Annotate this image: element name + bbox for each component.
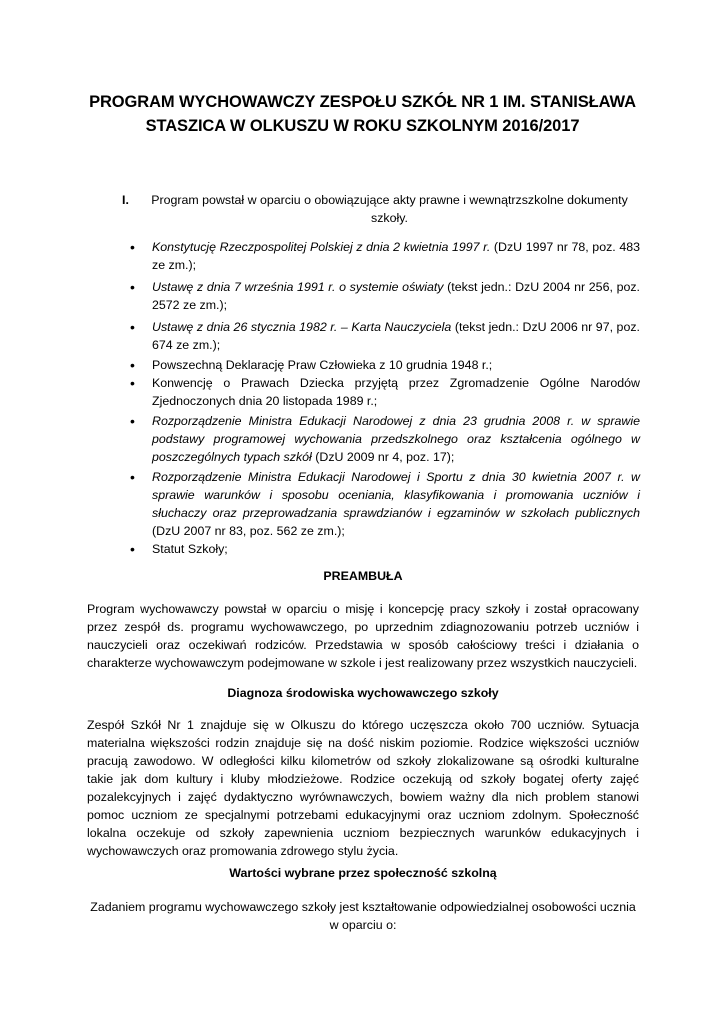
preambula-heading: PREAMBUŁA — [323, 569, 403, 583]
act-reference: Powszechną Deklarację Praw Człowieka z 10 grudnia 1948 r.; — [152, 358, 493, 372]
act-reference: Konwencję o Prawach Dziecka przyjętą przez Zgromadzenie Ogólne Narodów Zjednoczonych dnia 20 listopada 1989 r.; — [152, 376, 640, 408]
preambula-text: Program wychowawczy powstał w oparciu o misję i koncepcję pracy szkoły i został opracowany przez zespół ds. programu wychowawczego, po uprzednim zdiagnozowaniu potrzeb uczniów i nauczycieli oraz oczekiwań rodziców. Przedstawia w sposób całościowy treści i działania o charakterze wychowawczym podejmowane w szkole i jest realizowany przez wszystkich nauczycieli. — [87, 602, 639, 670]
legal-acts-list — [128, 238, 640, 558]
section-1-number: I. — [122, 193, 129, 207]
list-item — [128, 412, 640, 466]
section-1 — [122, 191, 632, 227]
list-item — [128, 468, 640, 540]
diagnoza-text: Zespół Szkół Nr 1 znajduje się w Olkuszu do którego uczęszcza około 700 uczniów. Sytuacja materialna większości rodzin znajduje się na dość niskim poziomie. Rodzice większości uczniów pracują zawodowo. W odległości kilku kilometrów od szkoły zlokalizowane są ośrodki kulturalne takie jak dom kultury i kluby młodzieżowe. Rodzice oczekują od szkoły bogatej oferty zajęć pozalekcyjnych i zajęć dydaktyczno wyrównawczych, bowiem ważny dla nich problem stanowi pomoc uczniom ze specjalnymi potrzebami edukacyjnymi oraz uczniom zdolnym. Społeczność lokalna oczekuje od szkoły zapewnienia uczniom bezpiecznych warunków edukacyjnych i wychowawczych oraz promowania zdrowego stylu życia. — [87, 718, 639, 858]
act-reference: (DzU 1997 nr 78, poz. 483 ze zm.); — [152, 240, 640, 272]
act-reference: (DzU 2009 nr 4, poz. 17); — [311, 450, 455, 464]
act-title: Ustawę z dnia 7 września 1991 r. o systemie oświaty — [152, 280, 444, 294]
list-item — [128, 374, 640, 410]
document-title: PROGRAM WYCHOWAWCZY ZESPOŁU SZKÓŁ NR 1 IM. STANISŁAWA STASZICA W OLKUSZU W ROKU SZKOLNYM 2016/2017 — [89, 93, 636, 135]
list-item — [128, 540, 640, 558]
wartosci-text: Zadaniem programu wychowawczego szkoły jest kształtowanie odpowiedzialnej osobowości ucznia w oparciu o: — [90, 900, 636, 932]
list-item — [128, 238, 640, 274]
diagnoza-heading: Diagnoza środowiska wychowawczego szkoły — [227, 686, 499, 700]
list-item — [128, 356, 640, 374]
wartosci-heading: Wartości wybrane przez społeczność szkolną — [229, 866, 497, 880]
act-reference: (tekst jedn.: DzU 2004 nr 256, poz. 2572 ze zm.); — [152, 280, 640, 312]
act-reference: Statut Szkoły; — [152, 542, 228, 556]
section-1-text: Program powstał w oparciu o obowiązujące akty prawne i wewnątrzszkolne dokumenty szkoły. — [151, 193, 628, 225]
act-title: Ustawę z dnia 26 stycznia 1982 r. – Karta Nauczyciela — [152, 320, 452, 334]
act-title: Rozporządzenie Ministra Edukacji Narodowej i Sportu z dnia 30 kwietnia 2007 r. w sprawie warunków i sposobu oceniania, klasyfikowania i promowania uczniów i słuchaczy oraz przeprowadzania sprawdzianów i egzaminów w szkołach publicznych — [152, 470, 640, 520]
act-reference: (tekst jedn.: DzU 2006 nr 97, poz. 674 ze zm.); — [152, 320, 640, 352]
act-title: Konstytucję Rzeczpospolitej Polskiej z dnia 2 kwietnia 1997 r. — [152, 240, 491, 254]
list-item — [128, 318, 640, 354]
act-reference: (DzU 2007 nr 83, poz. 562 ze zm.); — [152, 524, 345, 538]
act-title: Rozporządzenie Ministra Edukacji Narodowej z dnia 23 grudnia 2008 r. w sprawie podstawy programowej wychowania przedszkolnego oraz kształcenia ogólnego w poszczególnych typach szkół — [152, 414, 640, 464]
list-item — [128, 278, 640, 314]
